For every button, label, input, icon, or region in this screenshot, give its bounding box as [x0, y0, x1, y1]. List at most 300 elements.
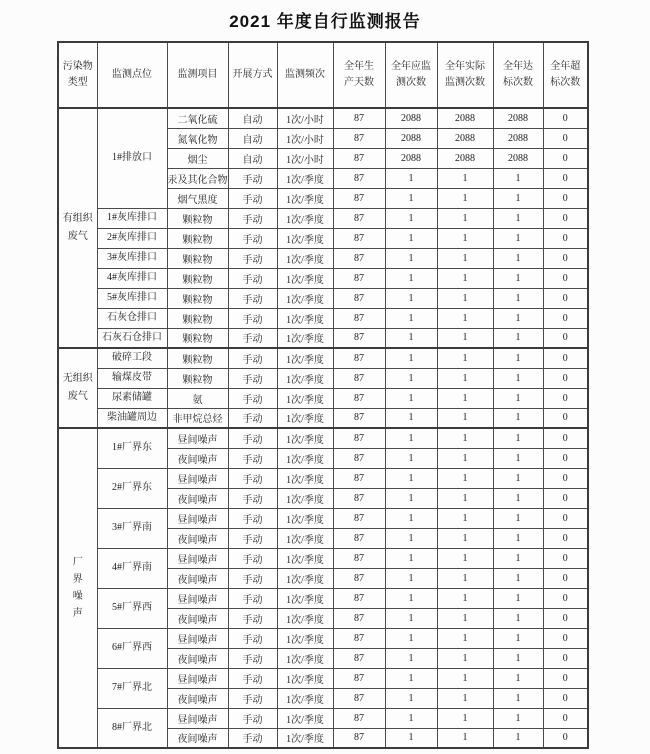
monitoring-item-cell: 颗粒物 — [167, 228, 228, 248]
monitoring-item-cell: 昼间噪声 — [167, 668, 228, 688]
frequency-cell: 1次/小时 — [277, 108, 333, 128]
production-days-cell: 87 — [333, 328, 385, 348]
pollutant-type-line: 废气 — [67, 391, 88, 402]
table-row — [58, 388, 588, 408]
exceed-count-cell: 0 — [543, 648, 588, 668]
actual-count-cell: 1 — [437, 548, 493, 568]
pollutant-type-line: 有组织 — [62, 213, 93, 224]
production-days-cell: 87 — [333, 588, 385, 608]
monitoring-point-cell: 8#厂界北 — [97, 708, 167, 748]
production-days-cell: 87 — [333, 488, 385, 508]
exceed-count-cell: 0 — [543, 448, 588, 468]
production-days-cell: 87 — [333, 608, 385, 628]
compliant-count-cell: 1 — [493, 168, 543, 188]
table-row — [58, 548, 588, 568]
production-days-cell: 87 — [333, 168, 385, 188]
exceed-count-cell: 0 — [543, 528, 588, 548]
frequency-cell: 1次/季度 — [277, 188, 333, 208]
frequency-cell: 1次/季度 — [277, 348, 333, 368]
monitoring-item-cell: 夜间噪声 — [167, 528, 228, 548]
actual-count-cell: 2088 — [437, 108, 493, 128]
production-days-cell: 87 — [333, 148, 385, 168]
production-days-cell: 87 — [333, 568, 385, 588]
monitoring-item-cell: 夜间噪声 — [167, 688, 228, 708]
compliant-count-cell: 2088 — [493, 108, 543, 128]
exceed-count-cell: 0 — [543, 468, 588, 488]
exceed-count-cell: 0 — [543, 548, 588, 568]
actual-count-cell: 1 — [437, 168, 493, 188]
method-cell: 手动 — [228, 368, 277, 388]
compliant-count-cell: 1 — [493, 708, 543, 728]
table-row — [58, 468, 588, 488]
table-row — [58, 508, 588, 528]
method-cell: 手动 — [228, 328, 277, 348]
production-days-cell: 87 — [333, 648, 385, 668]
method-cell: 手动 — [228, 648, 277, 668]
table-row — [58, 348, 588, 368]
frequency-cell: 1次/小时 — [277, 128, 333, 148]
actual-count-cell: 1 — [437, 448, 493, 468]
production-days-cell: 87 — [333, 108, 385, 128]
frequency-cell: 1次/季度 — [277, 408, 333, 428]
column-header-line: 标次数 — [503, 77, 533, 88]
actual-count-cell: 1 — [437, 708, 493, 728]
monitoring-item-cell: 夜间噪声 — [167, 488, 228, 508]
actual-count-cell: 1 — [437, 528, 493, 548]
production-days-cell: 87 — [333, 508, 385, 528]
required-count-cell: 1 — [385, 428, 437, 448]
method-cell: 手动 — [228, 728, 277, 748]
actual-count-cell: 1 — [437, 208, 493, 228]
pollutant-type-line: 界 — [72, 574, 83, 585]
exceed-count-cell: 0 — [543, 328, 588, 348]
method-cell: 手动 — [228, 348, 277, 368]
production-days-cell: 87 — [333, 228, 385, 248]
column-header-line: 产天数 — [344, 77, 374, 88]
exceed-count-cell: 0 — [543, 188, 588, 208]
compliant-count-cell: 2088 — [493, 128, 543, 148]
actual-count-cell: 1 — [437, 468, 493, 488]
frequency-cell: 1次/季度 — [277, 428, 333, 448]
monitoring-item-cell: 夜间噪声 — [167, 568, 228, 588]
compliant-count-cell: 1 — [493, 208, 543, 228]
frequency-cell: 1次/季度 — [277, 288, 333, 308]
exceed-count-cell: 0 — [543, 248, 588, 268]
monitoring-item-cell: 颗粒物 — [167, 368, 228, 388]
exceed-count-cell: 0 — [543, 288, 588, 308]
production-days-cell: 87 — [333, 268, 385, 288]
actual-count-cell: 1 — [437, 668, 493, 688]
frequency-cell: 1次/季度 — [277, 488, 333, 508]
required-count-cell: 1 — [385, 488, 437, 508]
actual-count-cell: 1 — [437, 268, 493, 288]
exceed-count-cell: 0 — [543, 368, 588, 388]
compliant-count-cell: 1 — [493, 648, 543, 668]
production-days-cell: 87 — [333, 308, 385, 328]
compliant-count-cell: 1 — [493, 628, 543, 648]
exceed-count-cell: 0 — [543, 128, 588, 148]
pollutant-type-cell — [58, 348, 97, 428]
compliant-count-cell: 1 — [493, 488, 543, 508]
production-days-cell: 87 — [333, 388, 385, 408]
monitoring-point-cell: 1#厂界东 — [97, 428, 167, 468]
frequency-cell: 1次/季度 — [277, 328, 333, 348]
column-header-line: 监测次数 — [445, 77, 485, 88]
column-header-frequency — [277, 42, 333, 108]
exceed-count-cell: 0 — [543, 588, 588, 608]
exceed-count-cell: 0 — [543, 148, 588, 168]
frequency-cell: 1次/季度 — [277, 728, 333, 748]
production-days-cell: 87 — [333, 468, 385, 488]
column-header-line: 监测点位 — [112, 69, 152, 80]
column-header-line: 全年应监 — [391, 61, 431, 72]
compliant-count-cell: 1 — [493, 428, 543, 448]
frequency-cell: 1次/季度 — [277, 608, 333, 628]
production-days-cell: 87 — [333, 688, 385, 708]
column-header-line: 污染物 — [62, 61, 93, 72]
required-count-cell: 1 — [385, 248, 437, 268]
frequency-cell: 1次/季度 — [277, 508, 333, 528]
required-count-cell: 1 — [385, 388, 437, 408]
frequency-cell: 1次/季度 — [277, 548, 333, 568]
pollutant-type-line: 噪 — [72, 591, 83, 602]
required-count-cell: 1 — [385, 588, 437, 608]
column-header-production-days — [333, 42, 385, 108]
column-header-line: 监测频次 — [285, 69, 325, 80]
table-body — [58, 108, 588, 748]
column-header-actual-count — [437, 42, 493, 108]
frequency-cell: 1次/季度 — [277, 648, 333, 668]
actual-count-cell: 1 — [437, 348, 493, 368]
compliant-count-cell: 1 — [493, 308, 543, 328]
method-cell: 手动 — [228, 468, 277, 488]
monitoring-item-cell: 氨 — [167, 388, 228, 408]
monitoring-item-cell: 夜间噪声 — [167, 448, 228, 468]
method-cell: 自动 — [228, 148, 277, 168]
compliant-count-cell: 1 — [493, 728, 543, 748]
required-count-cell: 1 — [385, 628, 437, 648]
table-row — [58, 308, 588, 328]
production-days-cell: 87 — [333, 448, 385, 468]
column-header-line: 类型 — [67, 77, 88, 88]
method-cell: 手动 — [228, 288, 277, 308]
frequency-cell: 1次/季度 — [277, 628, 333, 648]
method-cell: 手动 — [228, 188, 277, 208]
required-count-cell: 1 — [385, 708, 437, 728]
monitoring-point-cell: 3#灰库排口 — [97, 248, 167, 268]
frequency-cell: 1次/季度 — [277, 268, 333, 288]
actual-count-cell: 1 — [437, 328, 493, 348]
column-header-line: 全年达 — [503, 61, 533, 72]
production-days-cell: 87 — [333, 528, 385, 548]
monitoring-item-cell: 昼间噪声 — [167, 588, 228, 608]
required-count-cell: 1 — [385, 288, 437, 308]
monitoring-point-cell: 尿素储罐 — [97, 388, 167, 408]
monitoring-item-cell: 昼间噪声 — [167, 548, 228, 568]
production-days-cell: 87 — [333, 248, 385, 268]
table-header — [58, 42, 588, 108]
table-header-row — [58, 42, 588, 108]
frequency-cell: 1次/季度 — [277, 568, 333, 588]
actual-count-cell: 2088 — [437, 128, 493, 148]
compliant-count-cell: 1 — [493, 268, 543, 288]
production-days-cell: 87 — [333, 548, 385, 568]
column-header-line: 全年超 — [550, 61, 581, 72]
exceed-count-cell: 0 — [543, 388, 588, 408]
production-days-cell: 87 — [333, 368, 385, 388]
production-days-cell: 87 — [333, 428, 385, 448]
method-cell: 手动 — [228, 508, 277, 528]
actual-count-cell: 1 — [437, 428, 493, 448]
monitoring-point-cell: 石灰仓排口 — [97, 308, 167, 328]
frequency-cell: 1次/季度 — [277, 388, 333, 408]
monitoring-point-cell: 6#厂界西 — [97, 628, 167, 668]
monitoring-item-cell: 二氧化硫 — [167, 108, 228, 128]
monitoring-point-cell: 5#灰库排口 — [97, 288, 167, 308]
required-count-cell: 1 — [385, 468, 437, 488]
actual-count-cell: 1 — [437, 188, 493, 208]
method-cell: 手动 — [228, 248, 277, 268]
method-cell: 手动 — [228, 628, 277, 648]
actual-count-cell: 1 — [437, 688, 493, 708]
monitoring-item-cell: 昼间噪声 — [167, 508, 228, 528]
compliant-count-cell: 1 — [493, 688, 543, 708]
actual-count-cell: 2088 — [437, 148, 493, 168]
method-cell: 手动 — [228, 668, 277, 688]
frequency-cell: 1次/季度 — [277, 468, 333, 488]
report-title: 2021 年度自行监测报告 — [229, 12, 421, 31]
table-row — [58, 588, 588, 608]
production-days-cell: 87 — [333, 288, 385, 308]
method-cell: 手动 — [228, 588, 277, 608]
frequency-cell: 1次/季度 — [277, 168, 333, 188]
monitoring-item-cell: 烟气黑度 — [167, 188, 228, 208]
column-header-required-count — [385, 42, 437, 108]
monitoring-point-cell: 破碎工段 — [97, 348, 167, 368]
required-count-cell: 1 — [385, 508, 437, 528]
monitoring-item-cell: 烟尘 — [167, 148, 228, 168]
compliant-count-cell: 2088 — [493, 148, 543, 168]
method-cell: 手动 — [228, 528, 277, 548]
exceed-count-cell: 0 — [543, 208, 588, 228]
actual-count-cell: 1 — [437, 588, 493, 608]
monitoring-item-cell: 昼间噪声 — [167, 428, 228, 448]
required-count-cell: 2088 — [385, 108, 437, 128]
frequency-cell: 1次/季度 — [277, 228, 333, 248]
table-row — [58, 408, 588, 428]
column-header-monitoring-point — [97, 42, 167, 108]
compliant-count-cell: 1 — [493, 468, 543, 488]
table-row — [58, 108, 588, 128]
table-row — [58, 248, 588, 268]
actual-count-cell: 1 — [437, 608, 493, 628]
frequency-cell: 1次/季度 — [277, 248, 333, 268]
compliant-count-cell: 1 — [493, 368, 543, 388]
required-count-cell: 1 — [385, 408, 437, 428]
production-days-cell: 87 — [333, 408, 385, 428]
exceed-count-cell: 0 — [543, 308, 588, 328]
actual-count-cell: 1 — [437, 508, 493, 528]
table-row — [58, 228, 588, 248]
method-cell: 自动 — [228, 108, 277, 128]
table-row — [58, 208, 588, 228]
pollutant-type-line: 无组织 — [62, 373, 93, 384]
method-cell: 手动 — [228, 708, 277, 728]
frequency-cell: 1次/季度 — [277, 208, 333, 228]
method-cell: 手动 — [228, 548, 277, 568]
required-count-cell: 1 — [385, 328, 437, 348]
table-row — [58, 288, 588, 308]
required-count-cell: 1 — [385, 688, 437, 708]
frequency-cell: 1次/季度 — [277, 368, 333, 388]
method-cell: 手动 — [228, 308, 277, 328]
monitoring-item-cell: 昼间噪声 — [167, 628, 228, 648]
compliant-count-cell: 1 — [493, 528, 543, 548]
actual-count-cell: 1 — [437, 408, 493, 428]
compliant-count-cell: 1 — [493, 608, 543, 628]
compliant-count-cell: 1 — [493, 548, 543, 568]
actual-count-cell: 1 — [437, 568, 493, 588]
method-cell: 手动 — [228, 268, 277, 288]
exceed-count-cell: 0 — [543, 348, 588, 368]
compliant-count-cell: 1 — [493, 588, 543, 608]
method-cell: 手动 — [228, 208, 277, 228]
exceed-count-cell: 0 — [543, 708, 588, 728]
required-count-cell: 1 — [385, 348, 437, 368]
monitoring-point-cell: 石灰石仓排口 — [97, 328, 167, 348]
table-row — [58, 668, 588, 688]
method-cell: 手动 — [228, 568, 277, 588]
pollutant-type-cell — [58, 108, 97, 348]
exceed-count-cell: 0 — [543, 568, 588, 588]
actual-count-cell: 1 — [437, 728, 493, 748]
monitoring-point-cell: 2#灰库排口 — [97, 228, 167, 248]
exceed-count-cell: 0 — [543, 628, 588, 648]
production-days-cell: 87 — [333, 348, 385, 368]
compliant-count-cell: 1 — [493, 508, 543, 528]
monitoring-point-cell: 柴油罐周边 — [97, 408, 167, 428]
monitoring-point-cell: 3#厂界南 — [97, 508, 167, 548]
pollutant-type-line: 声 — [72, 608, 83, 619]
table-row — [58, 428, 588, 448]
monitoring-item-cell: 颗粒物 — [167, 208, 228, 228]
column-header-method — [228, 42, 277, 108]
method-cell: 手动 — [228, 228, 277, 248]
method-cell: 手动 — [228, 408, 277, 428]
pollutant-type-cell — [58, 428, 97, 748]
column-header-line: 开展方式 — [232, 69, 273, 80]
actual-count-cell: 1 — [437, 288, 493, 308]
actual-count-cell: 1 — [437, 628, 493, 648]
production-days-cell: 87 — [333, 628, 385, 648]
actual-count-cell: 1 — [437, 488, 493, 508]
frequency-cell: 1次/季度 — [277, 688, 333, 708]
required-count-cell: 1 — [385, 228, 437, 248]
method-cell: 手动 — [228, 448, 277, 468]
production-days-cell: 87 — [333, 128, 385, 148]
frequency-cell: 1次/季度 — [277, 708, 333, 728]
exceed-count-cell: 0 — [543, 728, 588, 748]
compliant-count-cell: 1 — [493, 568, 543, 588]
compliant-count-cell: 1 — [493, 248, 543, 268]
table-row — [58, 628, 588, 648]
exceed-count-cell: 0 — [543, 488, 588, 508]
monitoring-point-cell: 4#灰库排口 — [97, 268, 167, 288]
method-cell: 手动 — [228, 488, 277, 508]
frequency-cell: 1次/季度 — [277, 588, 333, 608]
production-days-cell: 87 — [333, 208, 385, 228]
monitoring-point-cell: 5#厂界西 — [97, 588, 167, 628]
pollutant-type-line: 厂 — [72, 557, 83, 568]
required-count-cell: 1 — [385, 168, 437, 188]
method-cell: 手动 — [228, 168, 277, 188]
compliant-count-cell: 1 — [493, 408, 543, 428]
required-count-cell: 1 — [385, 208, 437, 228]
exceed-count-cell: 0 — [543, 688, 588, 708]
monitoring-item-cell: 汞及其化合物 — [167, 168, 228, 188]
monitoring-item-cell: 昼间噪声 — [167, 468, 228, 488]
table-row — [58, 368, 588, 388]
exceed-count-cell: 0 — [543, 408, 588, 428]
monitoring-item-cell: 夜间噪声 — [167, 608, 228, 628]
method-cell: 手动 — [228, 688, 277, 708]
actual-count-cell: 1 — [437, 248, 493, 268]
column-header-exceed-count — [543, 42, 588, 108]
actual-count-cell: 1 — [437, 228, 493, 248]
exceed-count-cell: 0 — [543, 268, 588, 288]
exceed-count-cell: 0 — [543, 428, 588, 448]
monitoring-item-cell: 颗粒物 — [167, 328, 228, 348]
monitoring-item-cell: 颗粒物 — [167, 268, 228, 288]
table-row — [58, 328, 588, 348]
monitoring-item-cell: 夜间噪声 — [167, 648, 228, 668]
frequency-cell: 1次/季度 — [277, 308, 333, 328]
monitoring-item-cell: 颗粒物 — [167, 348, 228, 368]
exceed-count-cell: 0 — [543, 108, 588, 128]
required-count-cell: 2088 — [385, 128, 437, 148]
compliant-count-cell: 1 — [493, 288, 543, 308]
exceed-count-cell: 0 — [543, 228, 588, 248]
monitoring-point-cell: 输煤皮带 — [97, 368, 167, 388]
compliant-count-cell: 1 — [493, 668, 543, 688]
compliant-count-cell: 1 — [493, 228, 543, 248]
actual-count-cell: 1 — [437, 388, 493, 408]
required-count-cell: 1 — [385, 568, 437, 588]
monitoring-item-cell: 夜间噪声 — [167, 728, 228, 748]
compliant-count-cell: 1 — [493, 448, 543, 468]
column-header-line: 全年实际 — [445, 61, 485, 72]
table-row — [58, 268, 588, 288]
column-header-line: 监测项目 — [177, 69, 218, 80]
required-count-cell: 1 — [385, 668, 437, 688]
compliant-count-cell: 1 — [493, 188, 543, 208]
required-count-cell: 1 — [385, 608, 437, 628]
required-count-cell: 1 — [385, 188, 437, 208]
required-count-cell: 1 — [385, 448, 437, 468]
method-cell: 自动 — [228, 128, 277, 148]
self-monitoring-table — [57, 41, 589, 749]
production-days-cell: 87 — [333, 668, 385, 688]
monitoring-item-cell: 颗粒物 — [167, 308, 228, 328]
exceed-count-cell: 0 — [543, 668, 588, 688]
column-header-line: 全年生 — [344, 61, 374, 72]
frequency-cell: 1次/季度 — [277, 448, 333, 468]
monitoring-point-cell: 4#厂界南 — [97, 548, 167, 588]
exceed-count-cell: 0 — [543, 608, 588, 628]
required-count-cell: 1 — [385, 368, 437, 388]
required-count-cell: 1 — [385, 308, 437, 328]
column-header-line: 标次数 — [550, 77, 581, 88]
